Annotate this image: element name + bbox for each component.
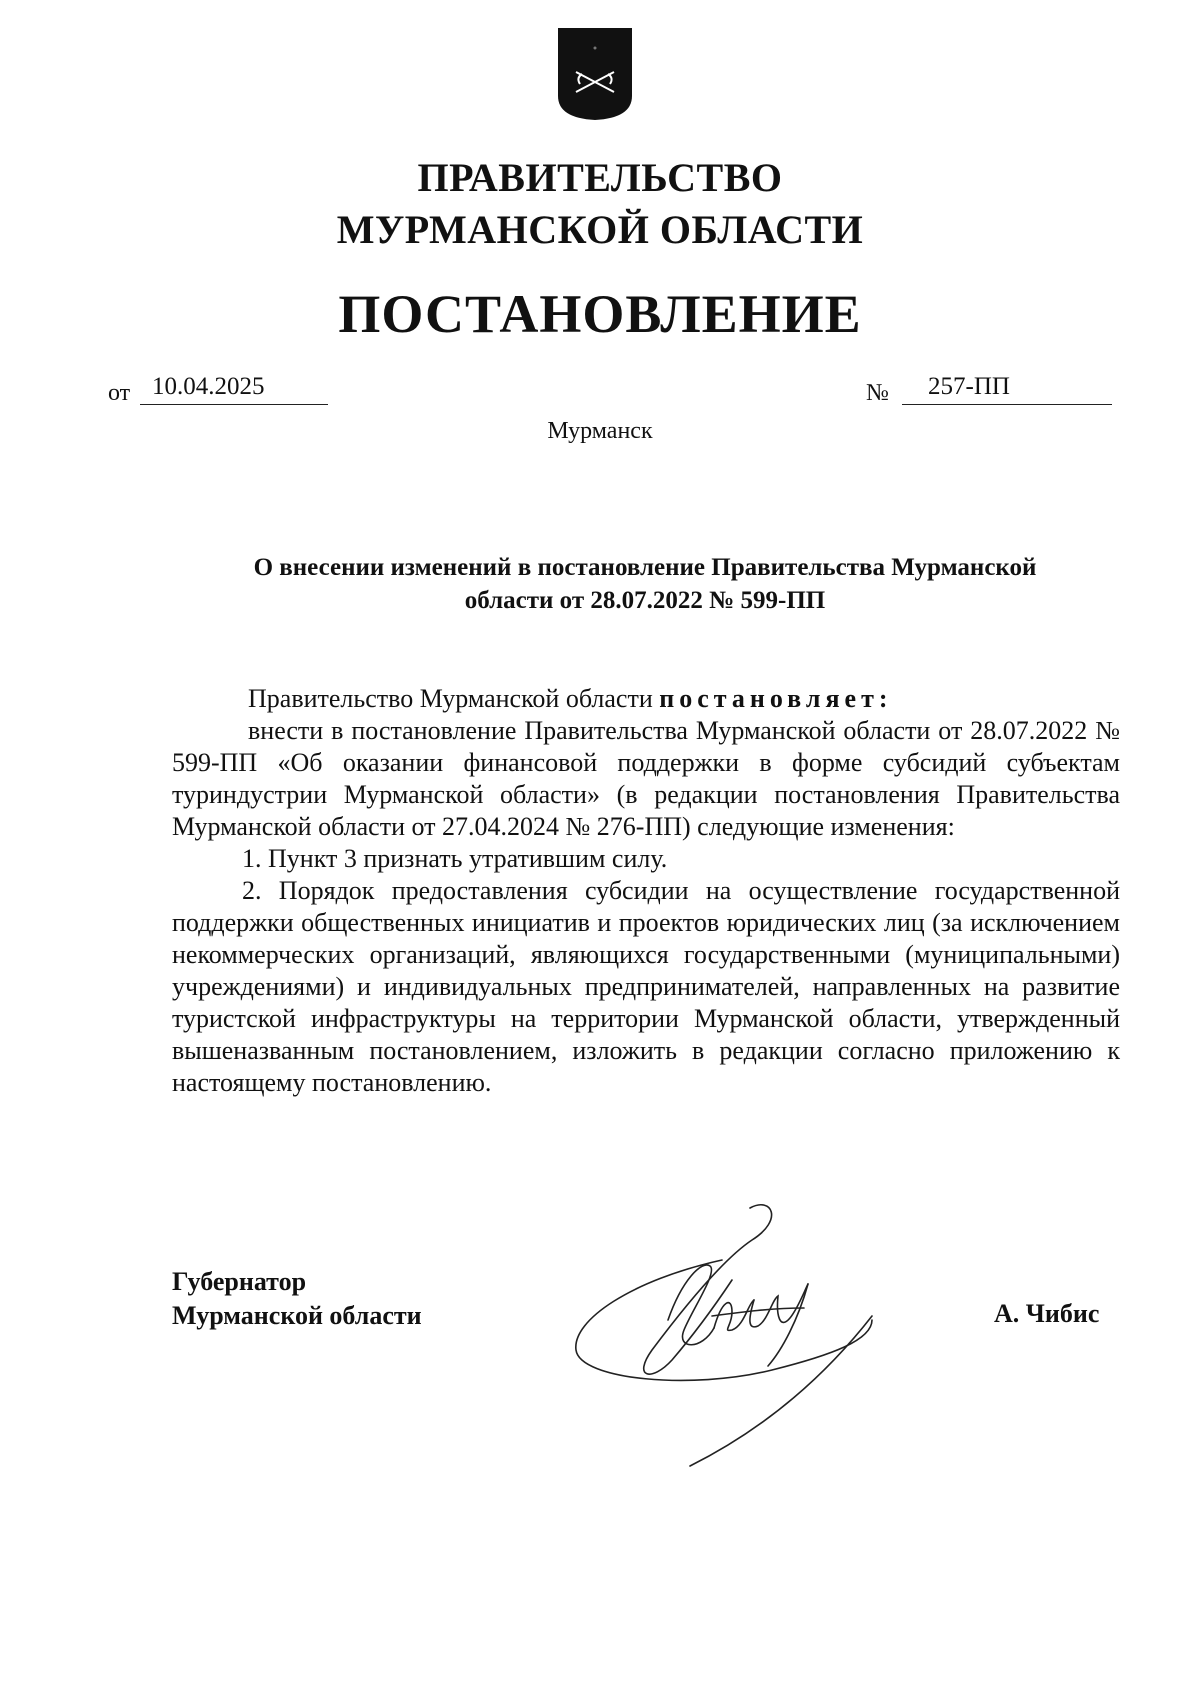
signatory-name: А. Чибис: [994, 1299, 1100, 1328]
document-body: [172, 683, 1120, 1099]
handwritten-signature-icon: [572, 1200, 902, 1470]
number-value: 257-ПП: [902, 370, 1112, 405]
government-title-line1: ПРАВИТЕЛЬСТВО: [417, 155, 783, 200]
city: Мурманск: [547, 418, 653, 444]
government-title: [0, 152, 1200, 256]
document-subject: [190, 551, 1100, 617]
government-title-line2: МУРМАНСКОЙ ОБЛАСТИ: [336, 207, 864, 252]
coat-of-arms-icon: [556, 26, 634, 122]
signatory-position: [172, 1265, 422, 1333]
subject-line1: О внесении изменений в постановление Правительства Мурманской: [253, 554, 1037, 581]
intro-text: Правительство Мурманской области: [248, 684, 660, 713]
date-label: от: [108, 380, 131, 406]
document-type: ПОСТАНОВЛЕНИЕ: [338, 284, 862, 344]
subject-line2: области от 28.07.2022 № 599-ПП: [464, 587, 826, 614]
date-value: 10.04.2025: [140, 370, 328, 405]
position-line2: Мурманской области: [172, 1301, 422, 1330]
position-line1: Губернатор: [172, 1267, 307, 1296]
paragraph-main: внести в постановление Правительства Мурманской области от 28.07.2022 № 599-ПП «Об оказании финансовой поддержки в форме субсидий субъектам туриндустрии Мурманской области» (в редакции постановления Правительства Мурманской области от 27.04.2024 № 276-ПП) следующие изменения:: [172, 716, 1120, 841]
intro-paragraph: [172, 683, 1120, 715]
resolves-word: постановляет:: [659, 684, 893, 713]
list-item-2: 2. Порядок предоставления субсидии на осуществление государственной поддержки общественных инициатив и проектов юридических лиц (за исключением некоммерческих организаций, являющихся государственными (муниципальными) учреждениями) и индивидуальных предпринимателей, направленных на развитие туристской инфраструктуры на территории Мурманской области, утвержденный вышеназванным постановлением, изложить в редакции согласно приложению к настоящему постановлению.: [172, 876, 1120, 1097]
number-label: №: [866, 380, 889, 406]
list-item-1: 1. Пункт 3 признать утратившим силу.: [242, 844, 668, 873]
